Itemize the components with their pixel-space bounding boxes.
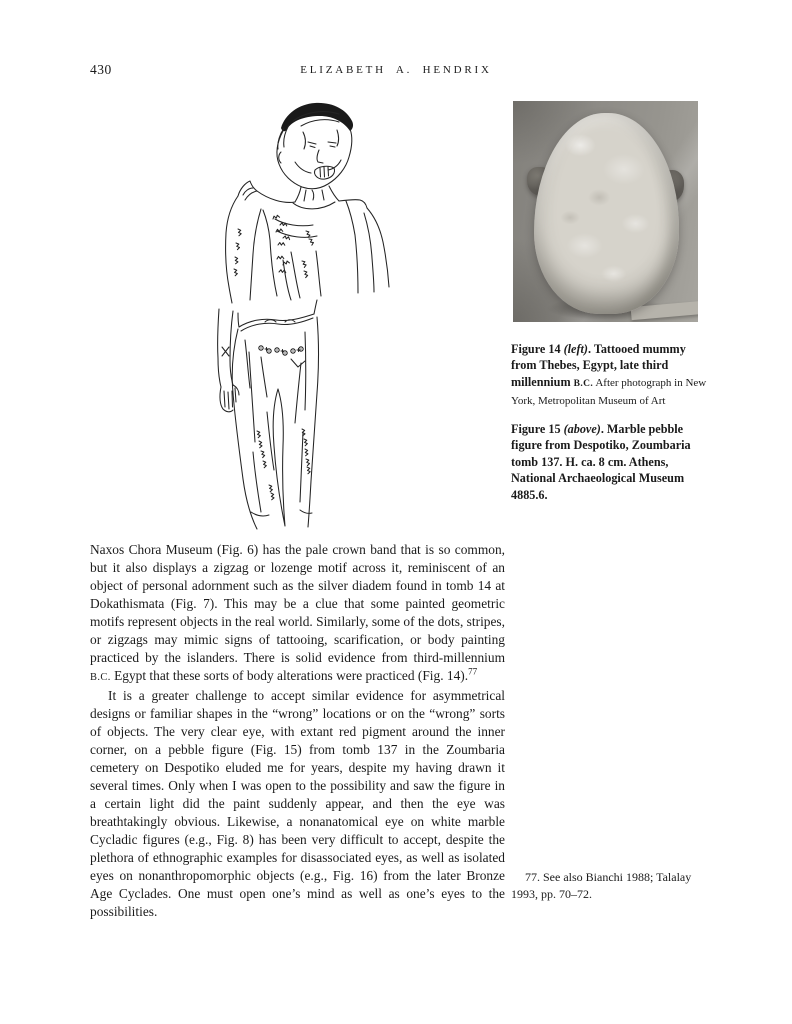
caption15-text: . Marble pebble figure from Despotiko, Zoumbaria tomb 137. H. ca. 8 cm. Athens, National Archaeological Museum 4885.6. xyxy=(511,422,691,502)
caption15-label: Figure 15 xyxy=(511,422,564,436)
paragraph-1 xyxy=(90,541,505,687)
tattoo-marks-upper xyxy=(234,215,314,278)
caption14-label: Figure 14 xyxy=(511,342,564,356)
body-text xyxy=(90,541,505,921)
para1-bc: B.C. xyxy=(90,672,111,683)
mummy-torso xyxy=(226,181,389,303)
figure15-photo xyxy=(513,101,698,322)
para1-text-b: Egypt that these sorts of body alterations were practiced (Fig. 14). xyxy=(110,668,469,683)
figure14-mummy-drawing xyxy=(205,100,485,535)
running-head: ELIZABETH A. HENDRIX xyxy=(300,64,492,76)
marble-pebble-figure xyxy=(534,113,679,314)
paragraph-2: It is a greater challenge to accept similar evidence for asymmetrical designs or familiar shapes in the “wrong” locations or on the “wrong” sorts of objects. The very clear eye, with extant red pigment around the inner corner, on a pebble figure (Fig. 15) from tomb 137 in the Zoumbaria cemetery on Despotiko eluded me for years, despite my having drawn it several times. Only when I was open to the possibility and saw the figure in a certain light did the paint suddenly appear, and then the eye was breathtakingly obvious. Likewise, a nonanatomical eye on white marble Cycladic figures (e.g., Fig. 8) has been very difficult to accept, despite the plethora of ethnographic examples for disassociated eyes, as well as isolated eyes on nonanthropomorphic objects (e.g., Fig. 16) from the later Bronze Age Cyclades. One must open one’s mind as well as one’s eyes to the possibilities. xyxy=(90,688,505,919)
caption14-position: (left) xyxy=(563,342,588,356)
para1-text-a: Naxos Chora Museum (Fig. 6) has the pale crown band that is so common, but it also displays a zigzag or lozenge motif across it, reminiscent of an object of personal adornment such as the silver diadem found in tomb 14 at Dokathismata (Fig. 7). This may be a clue that some painted geometric motifs represent objects in the real world. Similarly, some of the dots, stripes, or zigzags may mimic signs of tattooing, scarification, or body painting practiced by the islanders. There is solid evidence from third-millennium xyxy=(90,542,505,665)
page-number: 430 xyxy=(90,62,112,77)
mummy-lower-body xyxy=(218,300,319,529)
note-ref-77: 77 xyxy=(468,666,478,677)
footnote-77: 77. See also Bianchi 1988; Talalay 1993, pp. 70–72. xyxy=(511,870,692,901)
caption-figure15 xyxy=(511,421,712,503)
caption-figure14 xyxy=(511,341,712,410)
caption14-bc: B.C. xyxy=(573,378,594,389)
caption14-credit: After photograph in New York, Metropolitan Museum of Art xyxy=(511,376,707,408)
tattoo-band-rosettes xyxy=(259,346,303,355)
caption14-text: . Tattooed mummy from Thebes, Egypt, late third millennium xyxy=(511,342,686,389)
mummy-head xyxy=(277,103,353,189)
caption15-position: (above) xyxy=(563,422,601,436)
